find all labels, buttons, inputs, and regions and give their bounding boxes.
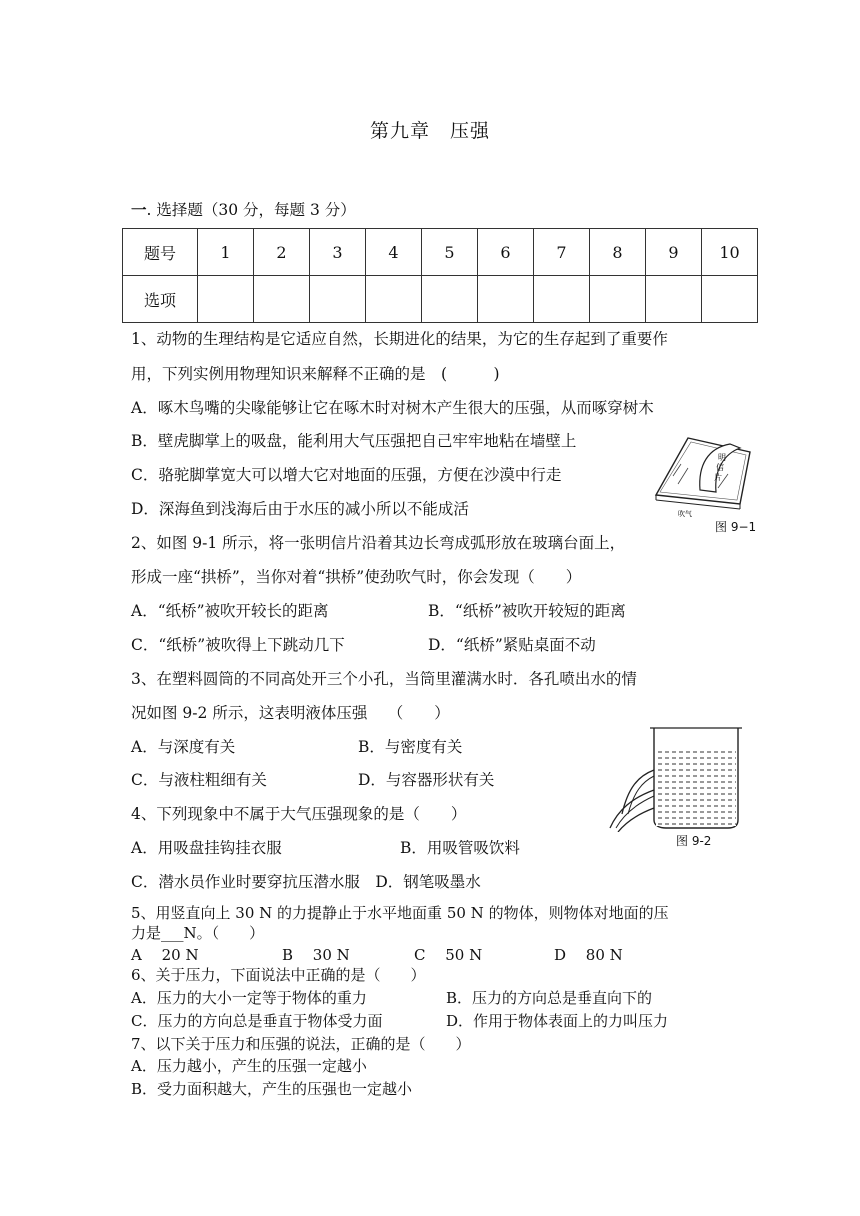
q4-stem-line1: 4、下列现象中不属于大气压强现象的是（ ） — [131, 805, 467, 823]
answer-table-header-row — [123, 229, 758, 276]
q7-option-b: B．受力面积越大，产生的压强也一定越小 — [131, 1080, 413, 1098]
answer-number: 3 — [310, 229, 366, 276]
q3-option-c: C．与液柱粗细有关 — [131, 771, 267, 789]
section-number: 一 — [131, 200, 147, 219]
q1-option-d: D．深海鱼到浅海后由于水压的减小所以不能成活 — [131, 500, 469, 518]
answer-cell[interactable] — [422, 276, 478, 323]
figure-9-1-caption: 图 9−1 — [715, 520, 757, 534]
answer-table-row-label: 选项 — [123, 276, 198, 323]
answer-number: 7 — [534, 229, 590, 276]
q1-option-b: B．壁虎脚掌上的吸盘，能利用大气压强把自己牢牢地粘在墙壁上 — [131, 432, 577, 450]
q2-option-a: A．“纸桥”被吹开较长的距离 — [131, 602, 329, 620]
answer-number: 1 — [198, 229, 254, 276]
answer-number: 2 — [254, 229, 310, 276]
q6-option-b: B．压力的方向总是垂直向下的 — [446, 989, 653, 1007]
q6-option-d: D．作用于物体表面上的力叫压力 — [446, 1012, 669, 1030]
q1-stem-line1: 1、动物的生理结构是它适应自然，长期进化的结果，为它的生存起到了重要作 — [131, 330, 668, 348]
answer-cell[interactable] — [366, 276, 422, 323]
answer-cell[interactable] — [646, 276, 702, 323]
q3-option-d: D．与容器形状有关 — [358, 771, 495, 789]
answer-cell[interactable] — [534, 276, 590, 323]
q5-stem-line1: 5、用竖直向上 30 N 的力提静止于水平地面重 50 N 的物体，则物体对地面的压 — [131, 904, 669, 922]
answer-cell[interactable] — [702, 276, 758, 323]
figure-9-1-postcard-bridge — [648, 430, 758, 518]
q3-option-a: A．与深度有关 — [131, 738, 236, 756]
q2-option-d: D．“纸桥”紧贴桌面不动 — [428, 636, 596, 654]
q2-option-b: B．“纸桥”被吹开较短的距离 — [428, 602, 626, 620]
answer-cell[interactable] — [590, 276, 646, 323]
answer-table-option-row — [123, 276, 758, 323]
answer-number: 5 — [422, 229, 478, 276]
q2-option-c: C．“纸桥”被吹得上下跳动几下 — [131, 636, 345, 654]
section-heading — [131, 198, 356, 220]
q4-option-cd: C．潜水员作业时要穿抗压潜水服 D．钢笔吸墨水 — [131, 873, 481, 891]
answer-table-header-label: 题号 — [123, 229, 198, 276]
answer-cell[interactable] — [478, 276, 534, 323]
q1-option-a: A．啄木鸟嘴的尖喙能够让它在啄木时对树木产生很大的压强，从而啄穿树木 — [131, 399, 654, 417]
q4-option-b: B．用吸管吸饮料 — [400, 839, 520, 857]
q1-stem-line2: 用，下列实例用物理知识来解释不正确的是 ( ) — [131, 365, 500, 383]
q3-stem-line2: 况如图 9-2 所示，这表明液体压强 （ ） — [131, 704, 450, 722]
answer-number: 9 — [646, 229, 702, 276]
fig1-card-char: 明 — [718, 453, 726, 462]
q5-stem-line2: 力是___N。（ ） — [131, 924, 265, 942]
figure-9-2-water-cylinder — [604, 724, 754, 832]
q7-option-a: A．压力越小，产生的压强一定越小 — [131, 1057, 367, 1075]
answer-cell[interactable] — [198, 276, 254, 323]
q3-stem-line1: 3、在塑料圆筒的不同高处开三个小孔，当筒里灌满水时．各孔喷出水的情 — [131, 670, 637, 688]
answer-table — [122, 228, 758, 323]
q6-option-a: A．压力的大小一定等于物体的重力 — [131, 989, 367, 1007]
q5-option-b: B 30 N — [282, 946, 350, 964]
fig1-card-char: 片 — [714, 473, 722, 482]
page-title: 第九章 压强 — [369, 120, 490, 142]
answer-cell[interactable] — [310, 276, 366, 323]
answer-number: 6 — [478, 229, 534, 276]
q7-stem-line1: 7、以下关于压力和压强的说法，正确的是（ ） — [131, 1035, 471, 1053]
answer-cell[interactable] — [254, 276, 310, 323]
q1-option-c: C．骆驼脚掌宽大可以增大它对地面的压强，方便在沙漠中行走 — [131, 466, 562, 484]
q6-stem-line1: 6、关于压力，下面说法中正确的是（ ） — [131, 966, 426, 984]
answer-number: 8 — [590, 229, 646, 276]
q2-stem-line2: 形成一座“拱桥”，当你对着“拱桥”使劲吹气时，你会发现（ ） — [131, 568, 582, 586]
fig1-blow-label: 吹气 — [678, 510, 692, 518]
section-text: . 选择题（30 分，每题 3 分） — [146, 201, 356, 219]
q6-option-c: C．压力的方向总是垂直于物体受力面 — [131, 1012, 383, 1030]
q5-option-c: C 50 N — [414, 946, 483, 964]
q2-stem-line1: 2、如图 9-1 所示，将一张明信片沿着其边长弯成弧形放在玻璃台面上， — [131, 534, 626, 552]
q4-option-a: A．用吸盘挂钩挂衣服 — [131, 839, 282, 857]
q5-option-d: D 80 N — [554, 946, 623, 964]
figure-9-2-caption: 图 9-2 — [676, 834, 712, 848]
answer-number: 10 — [702, 229, 758, 276]
q3-option-b: B．与密度有关 — [358, 738, 463, 756]
answer-number: 4 — [366, 229, 422, 276]
fig1-card-char: 信 — [716, 463, 724, 472]
q5-option-a: A 20 N — [131, 946, 199, 964]
